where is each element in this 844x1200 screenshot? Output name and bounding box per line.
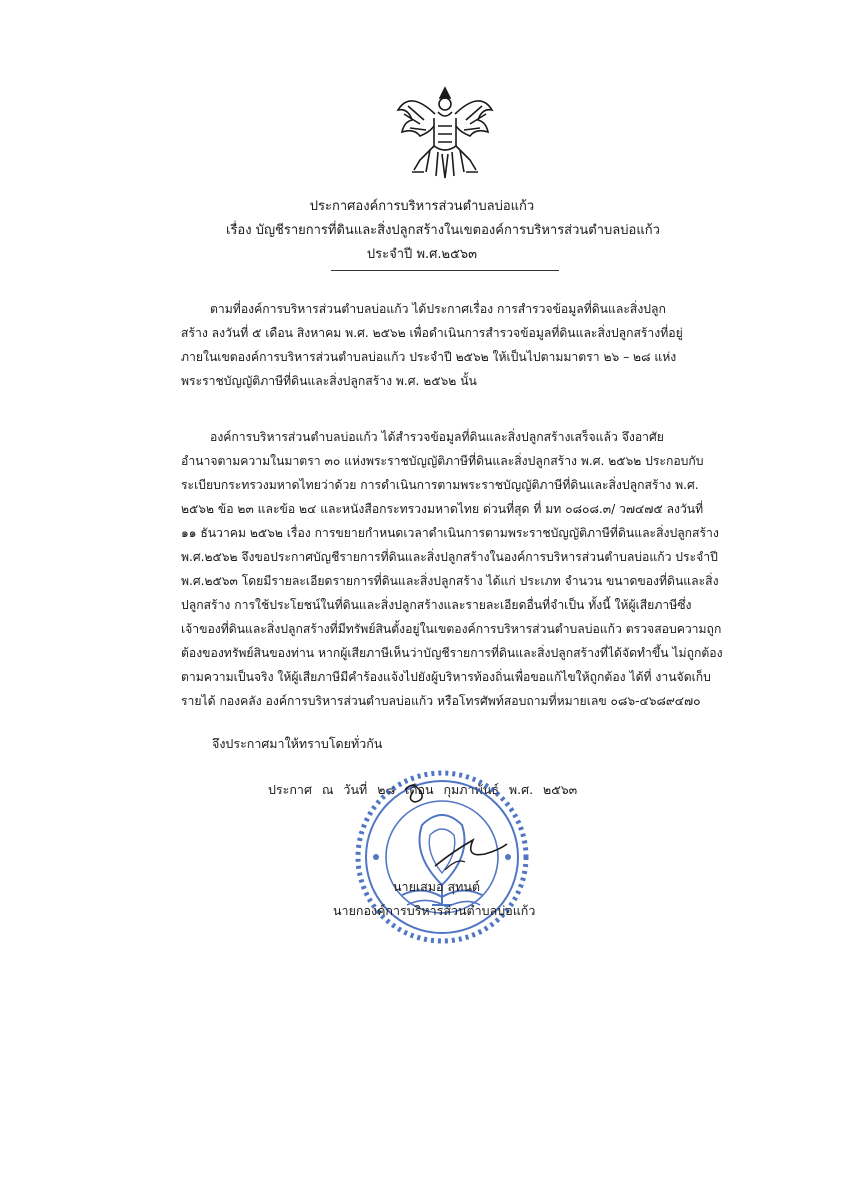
paragraph-2-line: รายได้ กองคลัง องค์การบริหารส่วนตำบลบ่อแก้ว หรือโทรศัพท์สอบถามที่หมายเลข ๐๘๖-๔๖๘๙๔๗๐: [181, 694, 701, 708]
paragraph-2-line: ต้องของทรัพย์สินของท่าน หากผู้เสียภาษีเห็นว่าบัญชีรายการที่ดินและสิ่งปลูกสร้างที่ได้จัดทำขึ้น ไม่ถูกต้อง: [181, 646, 723, 660]
paragraph-2-line: ๑๑ ธันวาคม ๒๕๖๒ เรื่อง การขยายกำหนดเวลาดำเนินการตามพระราชบัญญัติภาษีที่ดินและสิ่งปลูกสร้าง: [181, 526, 719, 540]
signer-title: นายกองค์การบริหารส่วนตำบลบ่อแก้ว: [333, 903, 536, 918]
paragraph-2-line: พ.ศ.๒๕๖๒ จึงขอประกาศบัญชีรายการที่ดินและสิ่งปลูกสร้างในองค์การบริหารส่วนตำบลบ่อแก้ว ประจำปี: [181, 550, 718, 564]
signer-name: นายเสมอ สุทนต์: [393, 879, 481, 894]
announcement-year-line: ประจำปี พ.ศ.๒๕๖๓: [366, 247, 478, 262]
announcement-org-line: ประกาศองค์การบริหารส่วนตำบลบ่อแก้ว: [309, 199, 535, 214]
paragraph-2-line: ระเบียบกระทรวงมหาดไทยว่าด้วย การดำเนินการตามพระราชบัญญัติภาษีที่ดินและสิ่งปลูกสร้าง พ.ศ.: [181, 478, 699, 492]
paragraph-1-line: พระราชบัญญัติภาษีที่ดินและสิ่งปลูกสร้าง พ.ศ. ๒๕๖๒ นั้น: [181, 374, 477, 388]
paragraph-2-line: องค์การบริหารส่วนตำบลบ่อแก้ว ได้สำรวจข้อมูลที่ดินและสิ่งปลูกสร้างเสร็จแล้ว จึงอาศัย: [210, 430, 664, 444]
paragraph-1-line: สร้าง ลงวันที่ ๕ เดือน สิงหาคม พ.ศ. ๒๕๖๒ เพื่อดำเนินการสำรวจข้อมูลที่ดินและสิ่งปลูกสร้างที่อยู่: [181, 326, 683, 340]
paragraph-1-line: ภายในเขตองค์การบริหารส่วนตำบลบ่อแก้ว ประจำปี ๒๕๖๒ ให้เป็นไปตามมาตรา ๒๖ – ๒๘ แห่ง: [181, 350, 677, 364]
handwritten-signature-icon: [395, 770, 515, 880]
paragraph-2-line: ปลูกสร้าง การใช้ประโยชน์ในที่ดินและสิ่งปลูกสร้างและรายละเอียดอื่นที่จำเป็น ทั้งนี้ ให้ผู้เสียภาษีซึ่ง: [181, 598, 692, 612]
paragraph-2-line: ๒๕๖๒ ข้อ ๒๓ และข้อ ๒๔ และหนังสือกระทรวงมหาดไทย ด่วนที่สุด ที่ มท ๐๘๐๘.๓/ ว๗๔๗๕ ลงวันที่: [181, 502, 704, 516]
garuda-emblem-icon: [390, 80, 500, 182]
announcement-subject-line: เรื่อง บัญชีรายการที่ดินและสิ่งปลูกสร้างในเขตองค์การบริหารส่วนตำบลบ่อแก้ว: [226, 223, 660, 238]
paragraph-2-line: เจ้าของที่ดินและสิ่งปลูกสร้างที่มีทรัพย์สินตั้งอยู่ในเขตองค์การบริหารส่วนตำบลบ่อแก้ว ตรวจสอบความถูก: [181, 622, 722, 636]
header-divider: [331, 270, 559, 271]
paragraph-2-line: อำนาจตามความในมาตรา ๓๐ แห่งพระราชบัญญัติภาษีที่ดินและสิ่งปลูกสร้าง พ.ศ. ๒๕๖๒ ประกอบกับ: [181, 454, 704, 468]
paragraph-2-line: พ.ศ.๒๕๖๓ โดยมีรายละเอียดรายการที่ดินและสิ่งปลูกสร้าง ได้แก่ ประเภท จำนวน ขนาดของที่ดินและสิ่ง: [181, 574, 719, 588]
closing-statement: จึงประกาศมาให้ทราบโดยทั่วกัน: [212, 736, 383, 751]
paragraph-1-line: ตามที่องค์การบริหารส่วนตำบลบ่อแก้ว ได้ประกาศเรื่อง การสำรวจข้อมูลที่ดินและสิ่งปลูก: [210, 302, 666, 316]
announcement-date: ประกาศ ณ วันที่ ๒๘ เดือน กุมภาพันธ์ พ.ศ. ๒๕๖๓: [268, 782, 578, 797]
paragraph-2-line: ตามความเป็นจริง ให้ผู้เสียภาษีมีคำร้องแจ้งไปยังผู้บริหารท้องถิ่นเพื่อขอแก้ไขให้ถูกต้อง ได้ที่ งานจัดเก็บ: [181, 670, 711, 684]
